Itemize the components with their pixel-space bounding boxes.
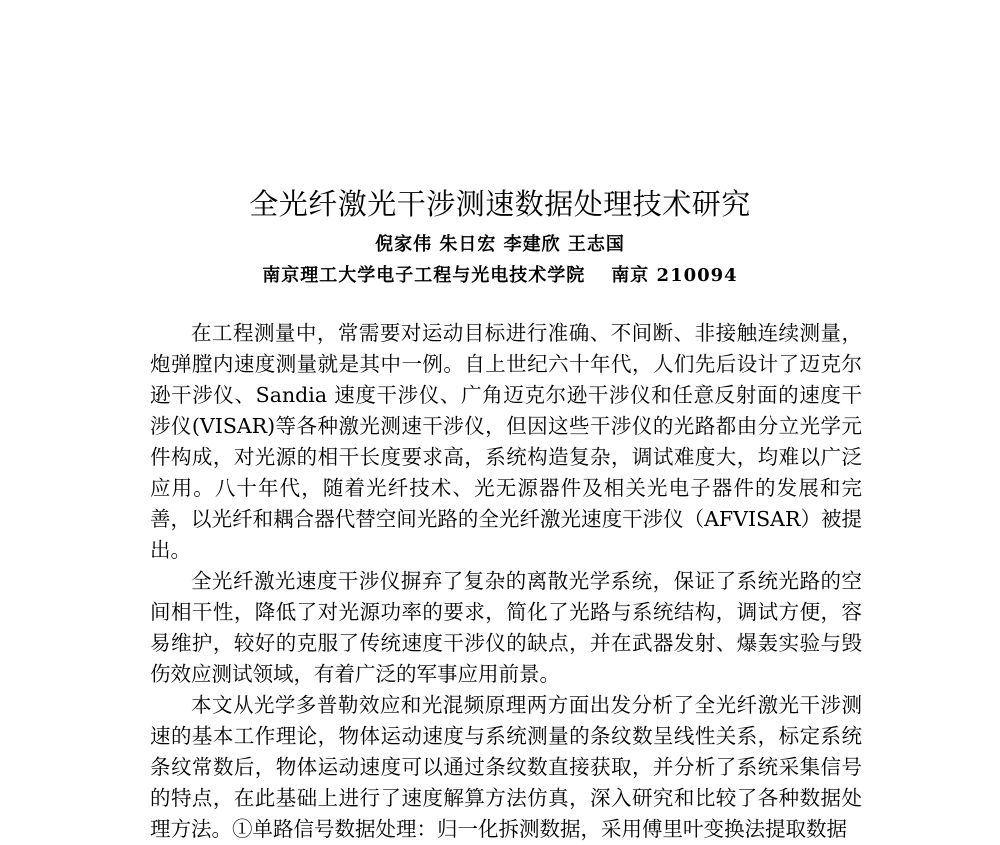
author-affiliation [0, 263, 1000, 289]
body-paragraph-3: 本文从光学多普勒效应和光混频原理两方面出发分析了全光纤激光干涉测速的基本工作理论，物体运动速度与系统测量的条纹数呈线性关系，标定系统条纹常数后，物体运动速度可以通过条纹数直接获取，并分析了系统采集信号的特点，在此基础上进行了速度解算方法仿真，深入研究和比较了各种数据处理方法。①单路信号数据处理：归一化拆测数据，采用傅里叶变换法提取数据 [150, 693, 862, 841]
paper-title: 全光纤激光干涉测速数据处理技术研究 [249, 187, 751, 221]
affiliation-city-postcode: 南京 210094 [611, 265, 738, 286]
body-paragraph-1: 在工程测量中，常需要对运动目标进行准确、不间断、非接触连续测量，炮弹膛内速度测量就是其中一例。自上世纪六十年代，人们先后设计了迈克尔逊干涉仪、Sandia 速度干涉仪、广角迈克尔逊干涉仪和任意反射面的速度干涉仪(VISAR)等各种激光测速干涉仪，但因这些干涉仪的光路都由分立光学元件构成，对光源的相干长度要求高，系统构造复杂，调试难度大，均难以广泛应用。八十年代，随着光纤技术、光无源器件及相关光电子器件的发展和完善，以光纤和耦合器代替空间光路的全光纤激光速度干涉仪（AFVISAR）被提出。 [150, 321, 862, 562]
affiliation-institution: 南京理工大学电子工程与光电技术学院 [262, 265, 586, 286]
author-list: 倪家伟 朱日宏 李建欣 王志国 [375, 234, 625, 255]
body-text [150, 318, 862, 845]
body-paragraph-2: 全光纤激光速度干涉仪摒弃了复杂的离散光学系统，保证了系统光路的空间相干性，降低了对光源功率的要求，简化了光路与系统结构，调试方便，容易维护，较好的克服了传统速度干涉仪的缺点，并在武器发射、爆轰实验与毁伤效应测试领域，有着广泛的军事应用前景。 [150, 569, 862, 686]
